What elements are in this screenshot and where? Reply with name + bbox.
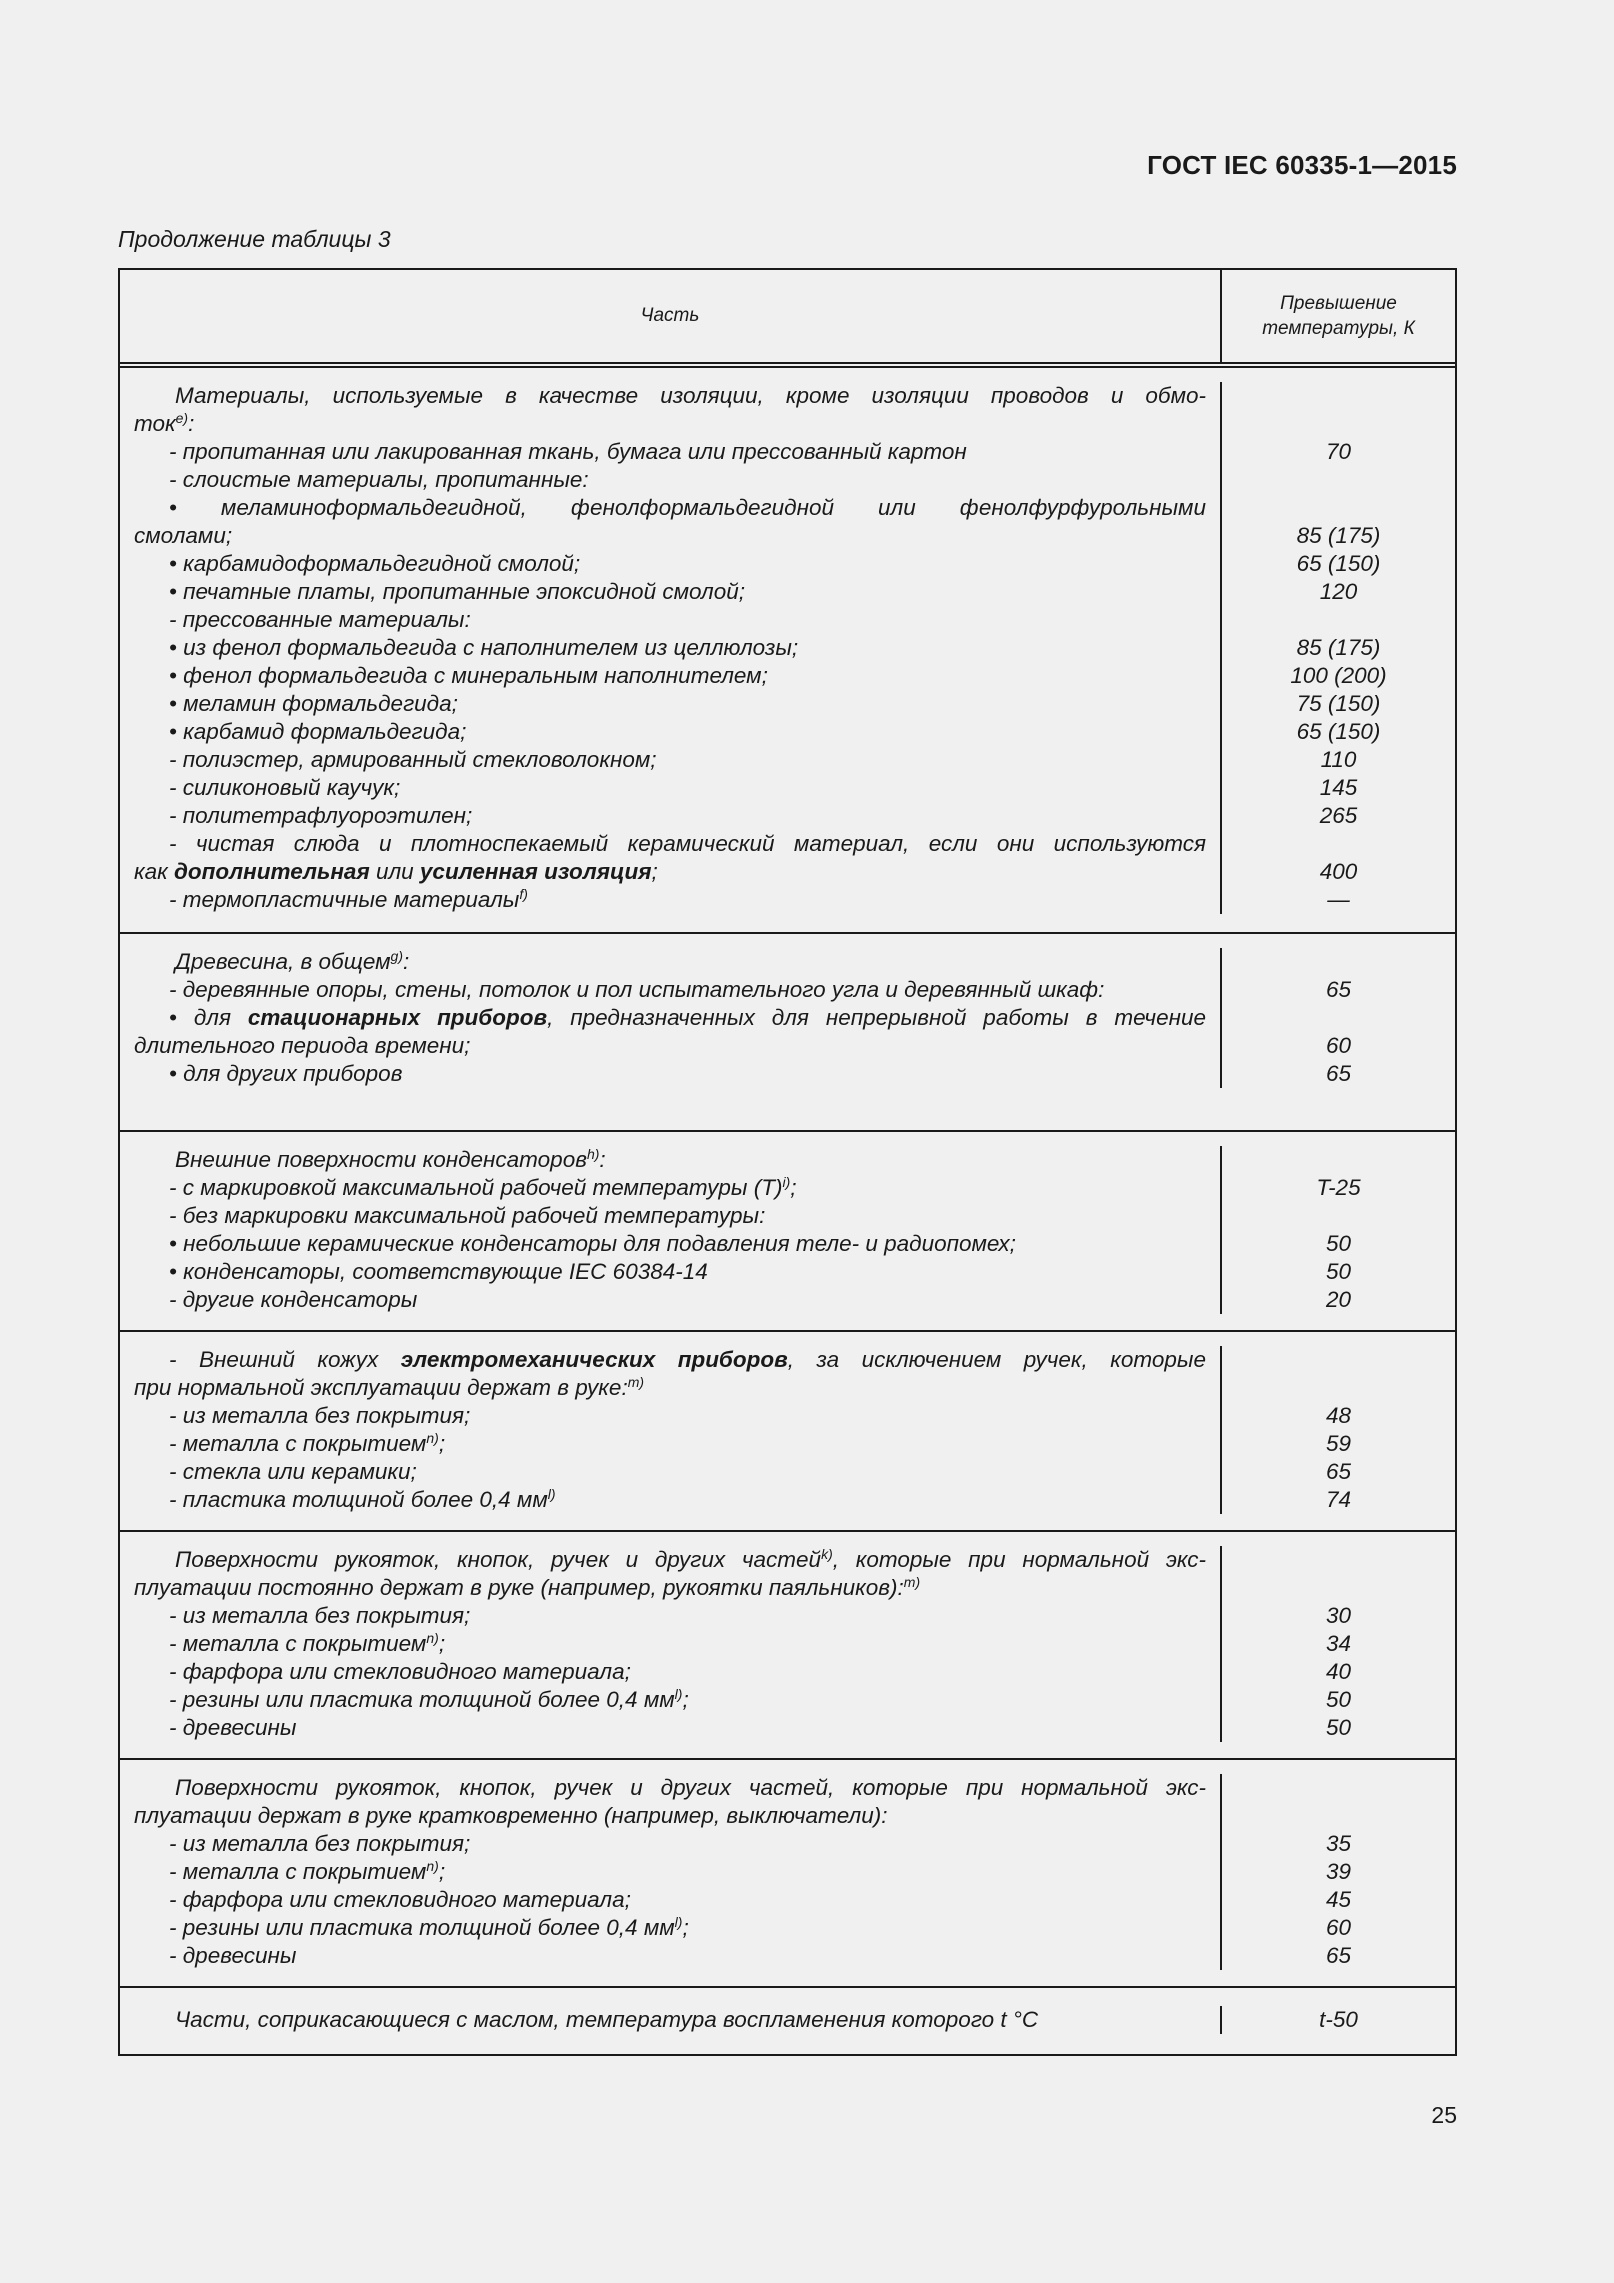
text-span: как [134,859,175,884]
text-span: - резины или пластика толщиной более 0,4 мм [169,1687,675,1712]
text-span: ; [438,1631,446,1656]
text-line: • карбамидоформальдегидной смолой; [169,551,581,576]
text-span: ; [438,1431,446,1456]
value: 59 [1325,1431,1352,1456]
value: 65 [1325,1459,1352,1484]
column-header-part: Часть [120,270,1222,362]
text-span: : [599,1147,606,1172]
text-line [120,1174,1220,1202]
text-line: • меламиноформальдегидной, фенолформальдегидной или фенолфурфурольными [169,495,1206,520]
text-line: • небольшие керамические конденсаторы для подавления теле- и радиопомех; [169,1231,1016,1256]
row-value-cell [1222,948,1455,1088]
footnote-ref: l) [674,1914,683,1930]
text-line: Поверхности рукояток, кнопок, ручек и других частей, которые при нормальной экс- [175,1775,1206,1800]
text-line: • для других приборов [169,1061,403,1086]
text-line [120,1630,1220,1658]
value: 110 [1320,747,1357,772]
text-line: - деревянные опоры, стены, потолок и пол испытательного угла и деревянный шкаф: [169,977,1105,1002]
footnote-ref: k) [821,1546,833,1562]
term-bold: усиленная изоляция [419,859,652,884]
value: 35 [1325,1831,1352,1856]
table-row [120,368,1455,934]
table-row [120,934,1455,1132]
text-span: • для [169,1005,248,1030]
value: 65 [1325,1061,1352,1086]
text-span: ; [682,1687,689,1712]
footnote-ref: n) [426,1630,439,1646]
text-line: • меламин формальдегида; [169,691,458,716]
text-span: - Внешний кожух [169,1347,401,1372]
value: 50 [1325,1231,1352,1256]
value: 265 [1319,803,1358,828]
text-line: Части, соприкасающиеся с маслом, температура воспламенения которого t °C [175,2007,1039,2032]
row-part-cell [120,2006,1222,2034]
temperature-rise-table [118,268,1457,2056]
text-span: Внешние поверхности конденсаторов [175,1147,587,1172]
footnote-ref: m) [903,1574,921,1590]
value: 85 (175) [1296,523,1381,548]
text-line [120,858,1220,886]
value: 145 [1319,775,1358,800]
value: 400 [1319,859,1358,884]
text-line [120,1486,1220,1514]
text-span: - пластика толщиной более 0,4 мм [169,1487,548,1512]
value: 50 [1325,1687,1352,1712]
row-value-cell [1222,1546,1455,1742]
table-row [120,1760,1455,1988]
text-line [120,886,1220,914]
text-line [120,1574,1220,1602]
footnote-ref: n) [426,1858,439,1874]
text-span: или [369,859,420,884]
value: 65 (150) [1296,551,1381,576]
text-line: - из металла без покрытия; [169,1603,471,1628]
text-line: • фенол формальдегида с минеральным наполнителем; [169,663,768,688]
value: 74 [1325,1487,1352,1512]
value: 50 [1325,1715,1352,1740]
text-line [120,948,1220,976]
footnote-ref: h) [586,1146,600,1162]
footnote-ref: l) [547,1486,556,1502]
row-part-cell [120,1146,1222,1314]
text-span: : [188,411,195,436]
text-line: - из металла без покрытия; [169,1403,471,1428]
header-line: температуры, К [1262,318,1415,339]
table-row [120,1532,1455,1760]
text-span: ; [790,1175,797,1200]
row-value-cell [1222,2006,1455,2034]
row-value-cell [1222,1346,1455,1514]
value: 50 [1325,1259,1352,1284]
value: 120 [1319,579,1358,604]
value: 34 [1325,1631,1352,1656]
value: 60 [1325,1915,1352,1940]
text-line [120,1430,1220,1458]
footnote-ref: n) [426,1430,439,1446]
value: t-50 [1319,2007,1358,2032]
text-line: - полиэстер, армированный стекловолокном; [169,747,657,772]
footnote-ref: l) [674,1686,683,1702]
text-span: - термопластичные материалы [169,887,520,912]
text-line: - без маркировки максимальной рабочей температуры: [169,1203,766,1228]
value: 48 [1325,1403,1352,1428]
header-line: Превышение [1280,293,1397,314]
footnote-ref: g) [390,948,403,964]
row-value-cell [1222,382,1455,914]
value: 65 [1325,1943,1352,1968]
text-line: - пропитанная или лакированная ткань, бумага или прессованный картон [169,439,967,464]
text-span: , которые при нормальной экс- [832,1547,1207,1572]
text-line: Материалы, используемые в качестве изоляции, кроме изоляции проводов и обмо- [175,383,1206,408]
term-bold: дополнительная [174,859,370,884]
text-line: - другие конденсаторы [169,1287,418,1312]
text-line: • карбамид формальдегида; [169,719,467,744]
text-line [120,1004,1220,1032]
table-row [120,1988,1455,2054]
table-row [120,1132,1455,1332]
value: 100 (200) [1290,663,1387,688]
value: 39 [1325,1859,1352,1884]
text-span: - металла с покрытием [169,1431,427,1456]
table-caption: Продолжение таблицы 3 [118,226,391,252]
text-line: - из металла без покрытия; [169,1831,471,1856]
page-number: 25 [1431,2102,1457,2128]
text-line [120,1146,1220,1174]
column-header-temperature-rise [1222,270,1455,362]
value: 85 (175) [1296,635,1381,660]
text-line: - стекла или керамики; [169,1459,417,1484]
value: 75 (150) [1296,691,1381,716]
text-line [120,1546,1220,1574]
text-span: плуатации постоянно держат в руке (например, рукоятки паяльников): [134,1575,904,1600]
text-span: при нормальной эксплуатации держат в руке: [134,1375,628,1400]
row-part-cell [120,948,1222,1088]
footnote-ref: f) [519,886,528,902]
table-row [120,1332,1455,1532]
text-line [120,1374,1220,1402]
text-line: - политетрафлуороэтилен; [169,803,473,828]
text-span: ток [134,411,176,436]
text-span: Поверхности рукояток, кнопок, ручек и других частей [175,1547,822,1572]
text-line: - фарфора или стекловидного материала; [169,1887,631,1912]
value: 20 [1325,1287,1352,1312]
value: 60 [1325,1033,1352,1058]
text-line: - прессованные материалы: [169,607,471,632]
text-line: - чистая слюда и плотноспекаемый керамический материал, если они используются [169,831,1206,856]
text-line: плуатации держат в руке кратковременно (например, выключатели): [134,1803,888,1828]
text-span: ; [438,1859,446,1884]
row-part-cell [120,1546,1222,1742]
value: 65 (150) [1296,719,1381,744]
text-span: , за исключением ручек, которые [787,1347,1206,1372]
value: 40 [1325,1659,1352,1684]
row-part-cell [120,1774,1222,1970]
text-line: - силиконовый каучук; [169,775,401,800]
text-span: Древесина, в общем [175,949,391,974]
row-part-cell [120,382,1222,914]
text-line [120,1858,1220,1886]
value: — [1327,887,1350,912]
term-bold: электромеханических приборов [400,1347,788,1372]
text-line [120,410,1220,438]
text-line: • из фенол формальдегида с наполнителем из целлюлозы; [169,635,799,660]
text-span: - с маркировкой максимальной рабочей температуры (Т) [169,1175,783,1200]
value: 70 [1325,439,1352,464]
value: T-25 [1316,1175,1361,1200]
document-code: ГОСТ IEC 60335-1—2015 [1147,150,1457,180]
text-line: • печатные платы, пропитанные эпоксидной смолой; [169,579,745,604]
text-span: - металла с покрытием [169,1859,427,1884]
footnote-ref: i) [782,1174,791,1190]
row-part-cell [120,1346,1222,1514]
table-header [120,270,1455,368]
text-line: - фарфора или стекловидного материала; [169,1659,631,1684]
text-span: ; [651,859,658,884]
footnote-ref: m) [627,1374,645,1390]
text-span: - резины или пластика толщиной более 0,4 мм [169,1915,675,1940]
row-value-cell [1222,1774,1455,1970]
text-line: длительного периода времени; [134,1033,471,1058]
text-line: - слоистые материалы, пропитанные: [169,467,589,492]
term-bold: стационарных приборов [247,1005,548,1030]
value: 65 [1325,977,1352,1002]
text-line [120,1346,1220,1374]
value: 30 [1325,1603,1352,1628]
text-line [120,1686,1220,1714]
text-line: • конденсаторы, соответствующие IEC 60384-14 [169,1259,708,1284]
text-line: - древесины [169,1715,297,1740]
text-span: : [403,949,410,974]
value: 45 [1325,1887,1352,1912]
text-line: смолами; [134,523,233,548]
row-value-cell [1222,1146,1455,1314]
text-line: - древесины [169,1943,297,1968]
text-line [120,1914,1220,1942]
text-span: - металла с покрытием [169,1631,427,1656]
text-span: ; [682,1915,689,1940]
footnote-ref: e) [175,410,189,426]
text-span: , предназначенных для непрерывной работы в течение [547,1005,1206,1030]
